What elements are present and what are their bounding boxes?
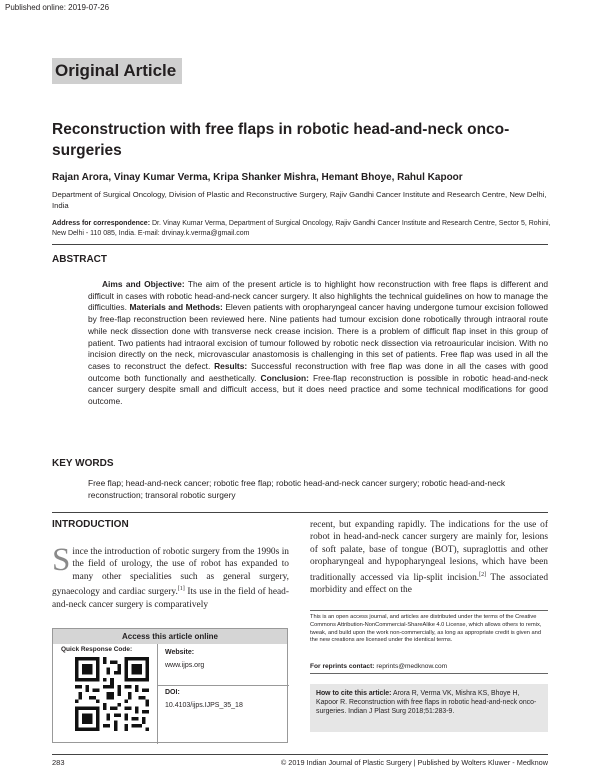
affiliation: Department of Surgical Oncology, Division of Plastic and Reconstructive Surgery, Rajiv Gandhi Cancer Institute and Research Centre, New Delhi, India <box>52 190 547 210</box>
aims-label: Aims and Objective: <box>102 279 185 289</box>
section-label: Original Article <box>52 58 182 84</box>
citation-ref: [1] <box>177 586 185 593</box>
cite-label: How to cite this article: <box>316 690 392 697</box>
qr-code-icon <box>75 657 149 731</box>
website-link[interactable]: www.ijps.org <box>165 662 205 669</box>
author-list: Rajan Arora, Vinay Kumar Verma, Kripa Shanker Mishra, Hemant Bhoye, Rahul Kapoor <box>52 172 463 183</box>
website-label: Website: <box>165 649 195 656</box>
methods-text: Eleven patients with oropharyngeal cancer having undergone tumour excision followed by free-flap reconstruction been reviewed here. Nine patients had tumour excision done robotically through intraoral route while neck dissection done with transverse neck crease incision. There is a problem of difficult flap inset in this group of patient. Two patients had intraoral excision of tumour followed by robotic neck dissection via retroauricular incision. With no incision directly on the neck, microvascular anastomosis is challenging in this set of patients. Free flap was used in all the cases to reconstruct the defect. <box>88 302 549 371</box>
footer-copyright: © 2019 Indian Journal of Plastic Surgery | Published by Wolters Kluwer - Medknow <box>280 758 548 767</box>
citation-ref: [2] <box>479 571 487 578</box>
keywords-heading: KEY WORDS <box>52 458 114 469</box>
intro-right-text: recent, but expanding rapidly. The indications for the use of robot in head-and-neck cancer surgery are mainly for, lesions of soft palate, base of tongue (BOT), supraglottis and other oropharyngeal and hypopharyngeal lesions, which have been traditionally accessed via lip-split incision. <box>310 520 548 583</box>
reprints-label: For reprints contact: <box>310 663 375 670</box>
access-box <box>52 628 288 743</box>
intro-right-text-continued: The associated morbidity and effect on the <box>310 572 549 596</box>
doi-label: DOI: <box>165 689 180 696</box>
box-divider <box>157 685 289 686</box>
abstract-heading: ABSTRACT <box>52 254 107 265</box>
article-title: Reconstruction with free flaps in robotic head-and-neck onco-surgeries <box>52 121 510 159</box>
reprints-email[interactable]: reprints@medknow.com <box>376 663 448 670</box>
citation-box <box>310 684 548 732</box>
methods-label: Materials and Methods: <box>129 302 223 313</box>
license-note: This is an open access journal, and articles are distributed under the terms of the Creative Commons Attribution-NonCommercial-ShareAlike 4.0 License, which allows others to remix, tweak, and build upon the work non-commercially, as long as appropriate credit is given and the new creations are licensed under the identical terms. <box>310 610 548 645</box>
intro-text-continued: Its use in the field of head-and-neck cancer surgery is comparatively <box>52 587 289 610</box>
doi-value[interactable]: 10.4103/ijps.IJPS_35_18 <box>165 702 243 709</box>
aims-text: The aim of the present article is to highlight how reconstruction with free flaps is different and difficult in cases with robotic head-and-neck cancer surgery. It also highlights the technical guidelines on how to manage the difficulties. <box>88 279 548 313</box>
introduction-left-column <box>52 542 289 611</box>
correspondence-text: Dr. Vinay Kumar Verma, Department of Surgical Oncology, Rajiv Gandhi Cancer Institute and Research Centre, Sector 5, Rohini, New Delhi - 110 085, India. E-mail: drvinay.k.verma@gmail.com <box>52 220 551 237</box>
reprints-contact <box>310 663 548 674</box>
access-heading: Access this article online <box>53 629 287 644</box>
divider <box>52 512 548 513</box>
published-date: Published online: 2019-07-26 <box>5 3 110 12</box>
page-number: 283 <box>52 758 65 767</box>
introduction-right-column <box>310 519 548 597</box>
results-text: Successful reconstruction with free flap was done in all the cases with good outcome both functionally and aesthetically. <box>88 360 549 383</box>
abstract-body <box>88 279 548 408</box>
keywords-text: Free flap; head-and-neck cancer; robotic free flap; robotic head-and-neck cancer surgery; robotic head-and-neck reconstruction; transoral robotic surgery <box>88 478 506 500</box>
footer-divider <box>52 754 548 755</box>
cite-text: Arora R, Verma VK, Mishra KS, Bhoye H, Kapoor R. Reconstruction with free flaps in robotic head-and-neck onco-surgeries. Indian J Plast Surg 2018;51:283-9. <box>316 690 537 715</box>
conclusion-text: Free-flap reconstruction is possible in robotic head-and-neck cancer surgery despite small and difficult access, but it does need practice and some technical modifications for good outcome. <box>88 372 548 407</box>
box-divider <box>157 644 158 744</box>
intro-text: ince the introduction of robotic surgery from the 1990s in the field of urology, the use of robot has expanded to many other specialities such as general surgery, gynaecology and cardiac surgery. <box>52 547 289 598</box>
drop-cap: S <box>52 542 71 578</box>
results-label: Results: <box>214 360 248 371</box>
correspondence-label: Address for correspondence: <box>52 220 151 227</box>
divider <box>52 244 548 245</box>
qr-label: Quick Response Code: <box>61 646 133 653</box>
conclusion-label: Conclusion: <box>260 372 309 383</box>
correspondence <box>52 219 552 239</box>
introduction-heading: INTRODUCTION <box>52 519 129 530</box>
